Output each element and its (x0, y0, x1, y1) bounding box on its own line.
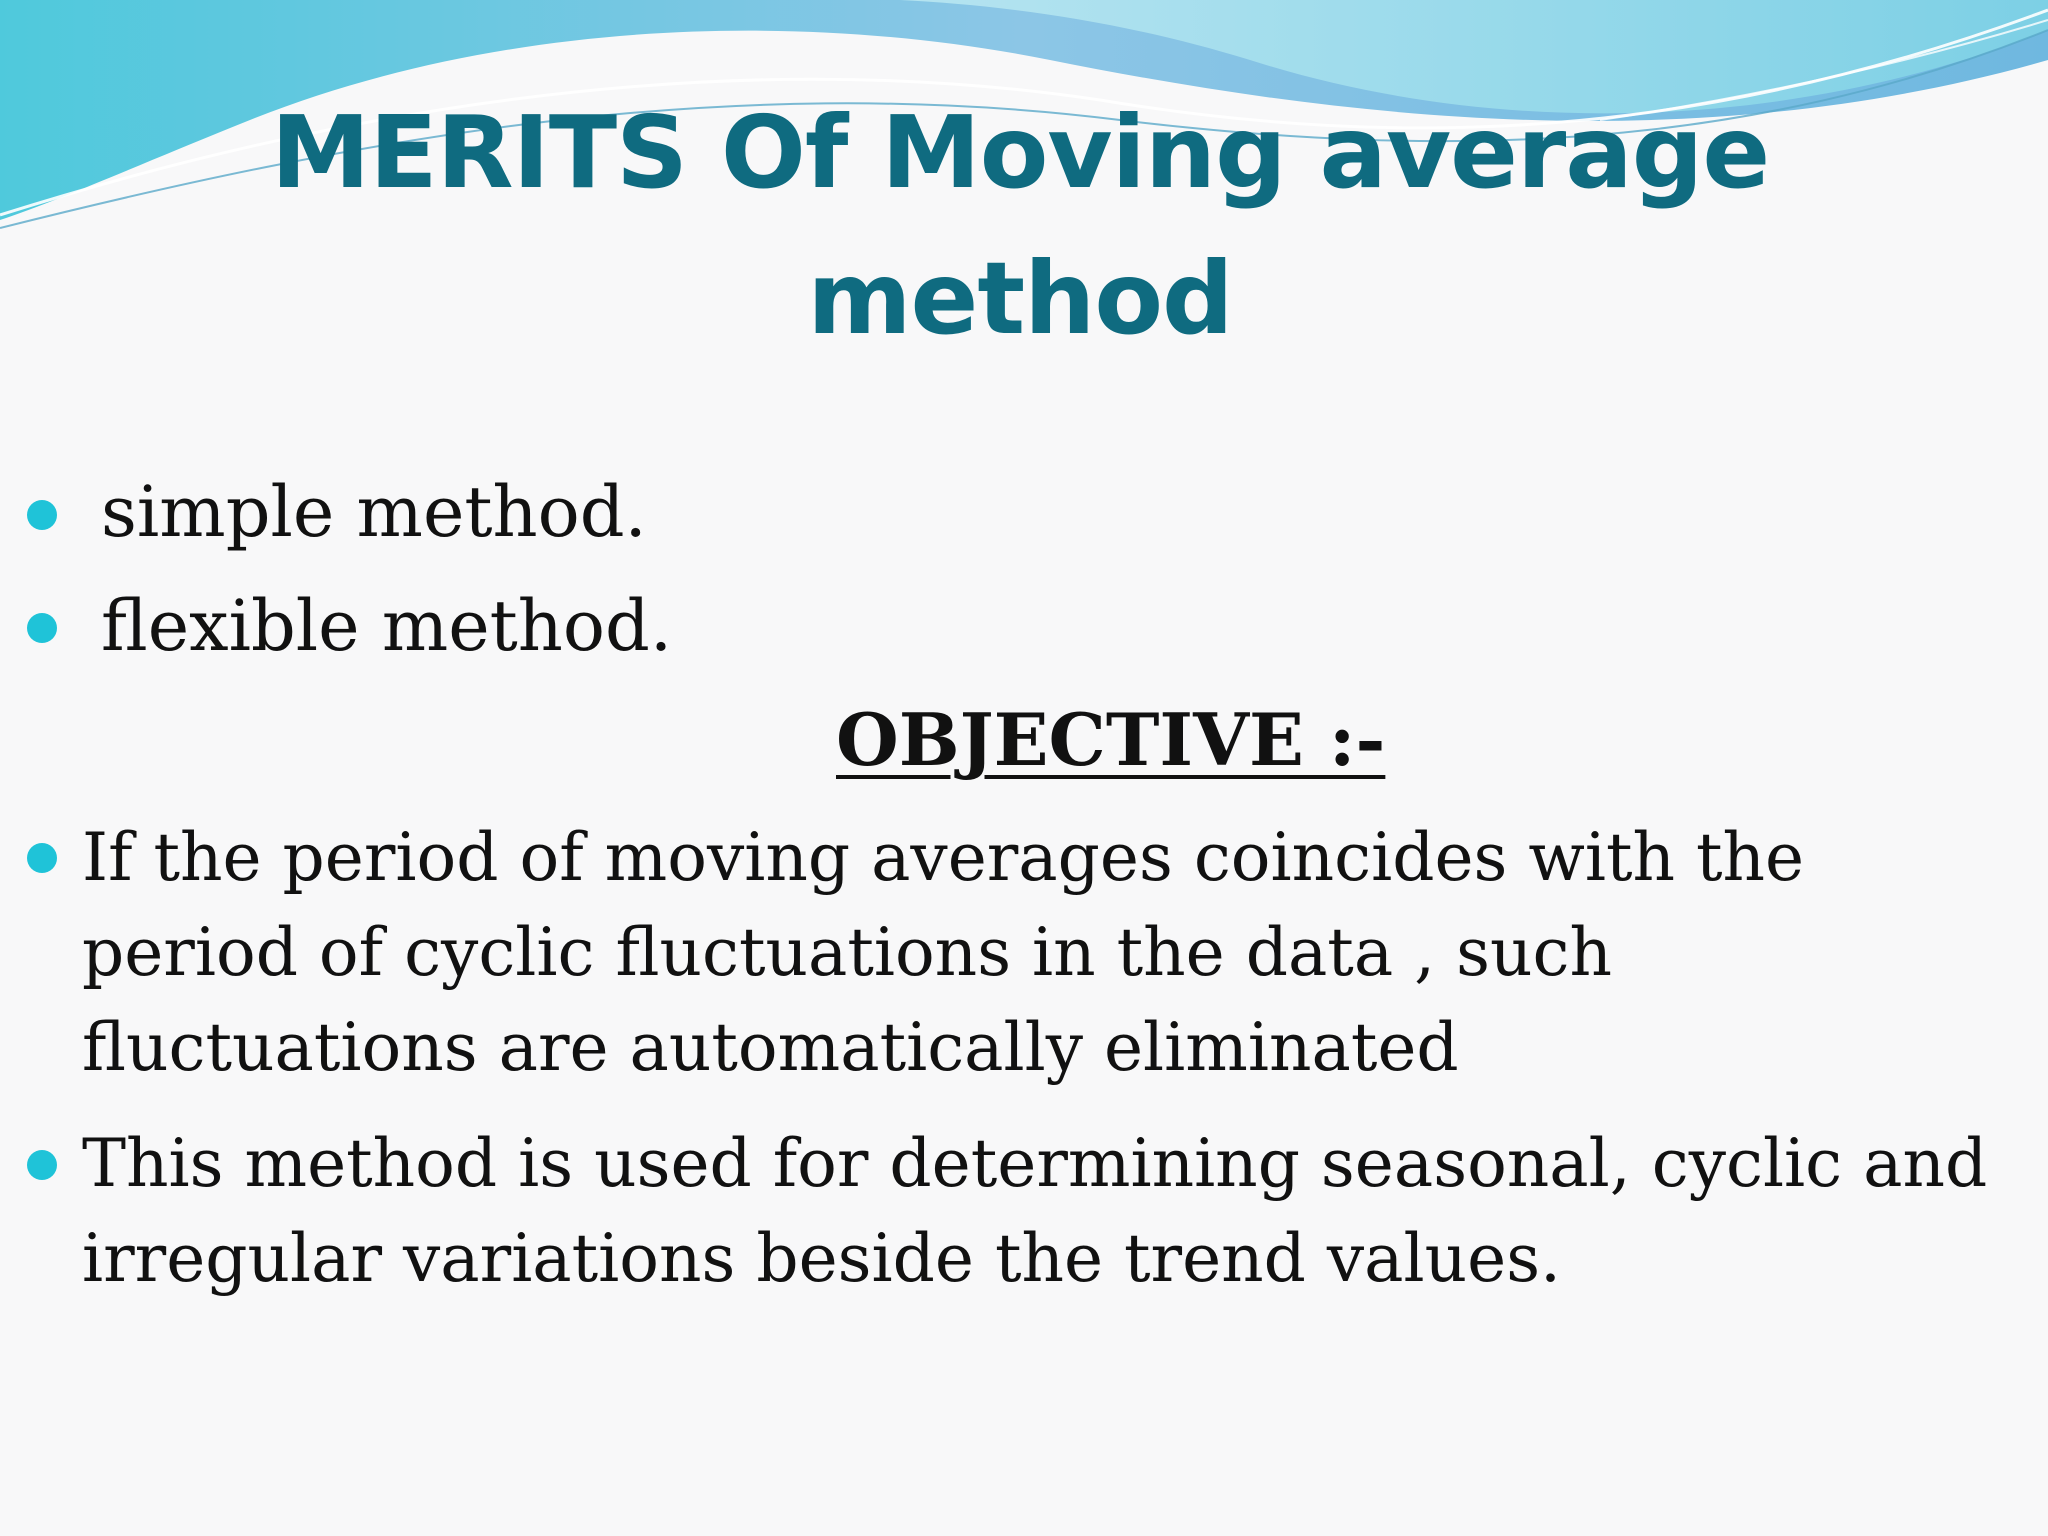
objective-point-line: If the period of moving averages coincides with the (82, 819, 1805, 896)
bullet-dot (27, 843, 57, 873)
objective-point (82, 1116, 1987, 1306)
title-line-2: method (807, 240, 1233, 357)
objective-point-line: period of cyclic fluctuations in the data , such (82, 914, 1612, 991)
bullet-dot (27, 500, 57, 530)
objective-point-line: irregular variations beside the trend values. (82, 1220, 1562, 1297)
bullet-dot (27, 1150, 57, 1180)
objective-point-line: fluctuations are automatically eliminated (82, 1009, 1459, 1086)
title-line-1: MERITS Of Moving average (270, 94, 1770, 211)
objective-heading: OBJECTIVE :- (836, 697, 1386, 782)
objective-point-line: This method is used for determining seasonal, cyclic and (82, 1125, 1988, 1202)
objective-point (82, 810, 1804, 1095)
merit-item: flexible method. (101, 585, 673, 667)
bullet-dot (27, 613, 57, 643)
merit-item: simple method. (101, 471, 647, 553)
